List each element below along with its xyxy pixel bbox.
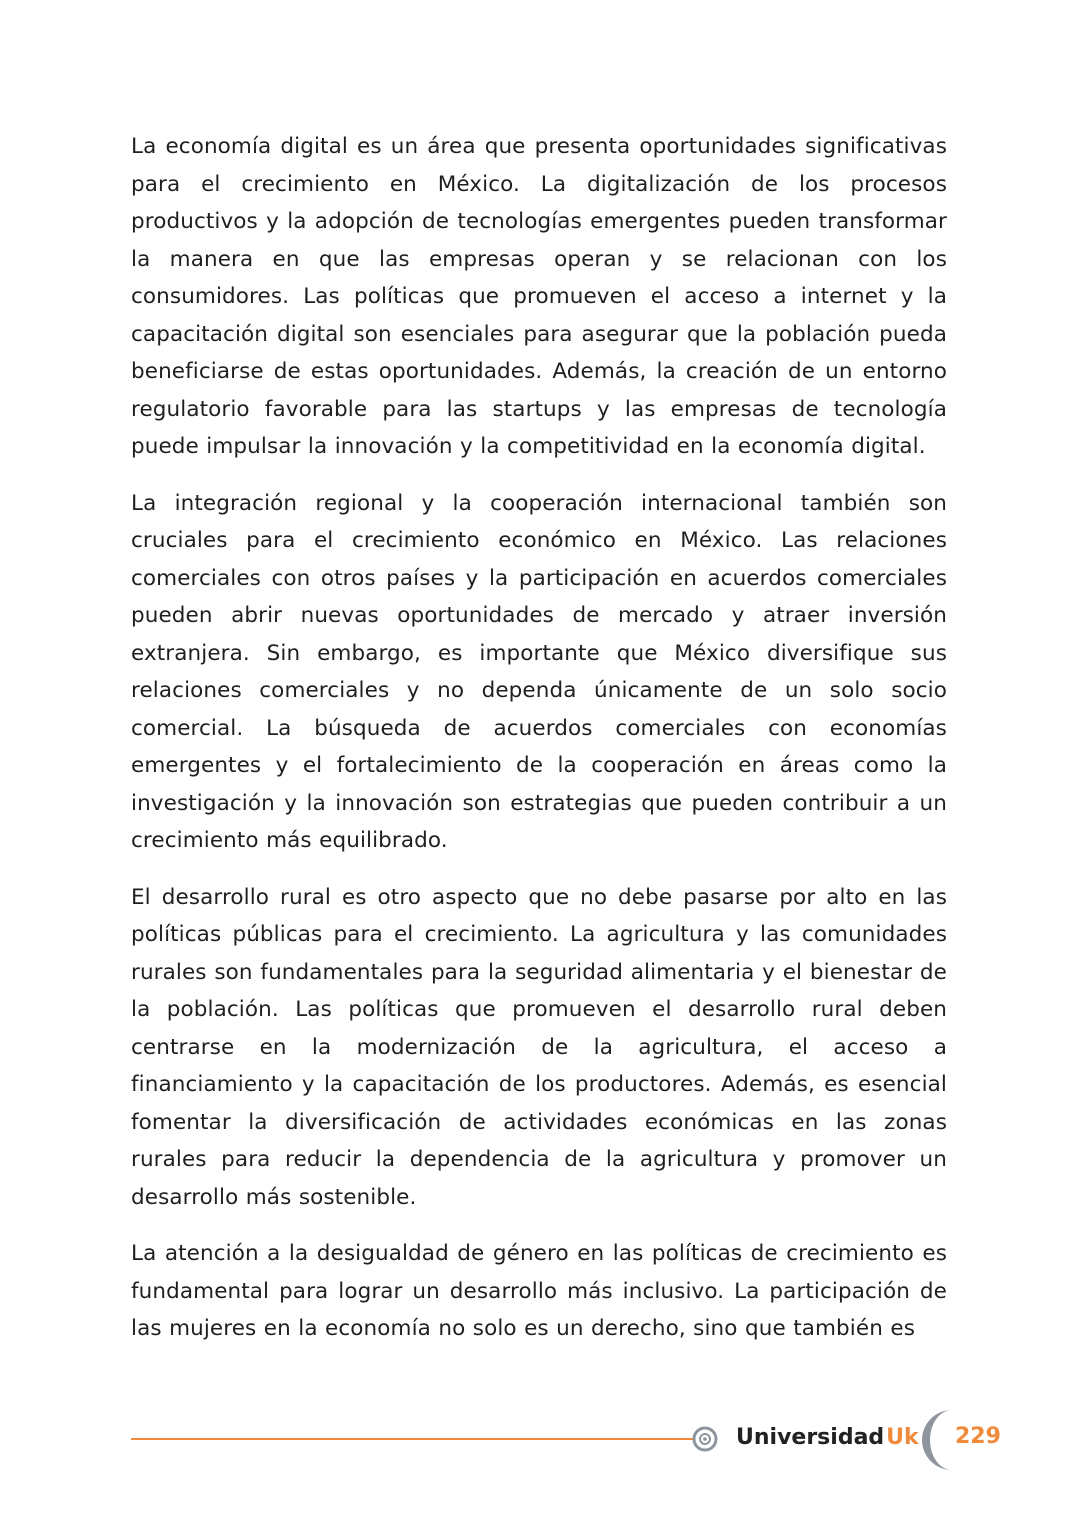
footer-brand [736, 1422, 919, 1454]
target-circle-icon [692, 1426, 718, 1452]
brand-accent: Uk [886, 1425, 919, 1450]
footer-divider-line [131, 1438, 693, 1440]
page-body [131, 128, 947, 1367]
paragraph-digital-economy: La economía digital es un área que presenta oportunidades significativas para el crecimiento en México. La digitalización de los procesos productivos y la adopción de tecnologías emergentes pueden transformar la manera en que las empresas operan y se relacionan con los consumidores. Las políticas que promueven el acceso a internet y la capacitación digital son esenciales para asegurar que la población pueda beneficiarse de estas oportunidades. Además, la creación de un entorno regulatorio favorable para las startups y las empresas de tecnología puede impulsar la innovación y la competitividad en la economía digital. [131, 134, 947, 459]
crescent-logo-icon [918, 1408, 954, 1472]
paragraph-regional-integration: La integración regional y la cooperación internacional también son cruciales para el crecimiento económico en México. Las relaciones comerciales con otros países y la participación en acuerdos comerciales pueden abrir nuevas oportunidades de mercado y atraer inversión extranjera. Sin embargo, es importante que México diversifique sus relaciones comerciales y no dependa únicamente de un solo socio comercial. La búsqueda de acuerdos comerciales con economías emergentes y el fortalecimiento de la cooperación en áreas como la investigación y la innovación son estrategias que pueden contribuir a un crecimiento más equilibrado. [131, 490, 947, 853]
brand-name: Universidad [736, 1425, 885, 1450]
paragraph-gender-inequality: La atención a la desigualdad de género en las políticas de crecimiento es fundamental para lograr un desarrollo más inclusivo. La participación de las mujeres en la economía no solo es un derecho, sino que también es [131, 1241, 947, 1341]
paragraph-rural-development: El desarrollo rural es otro aspecto que no debe pasarse por alto en las políticas públicas para el crecimiento. La agricultura y las comunidades rurales son fundamentales para la seguridad alimentaria y el bienestar de la población. Las políticas que promueven el desarrollo rural deben centrarse en la modernización de la agricultura, el acceso a financiamiento y la capacitación de los productores. Además, es esencial fomentar la diversificación de actividades económicas en las zonas rurales para reducir la dependencia de la agricultura y promover un desarrollo más sostenible. [131, 884, 947, 1210]
page-number: 229 [955, 1424, 1001, 1449]
